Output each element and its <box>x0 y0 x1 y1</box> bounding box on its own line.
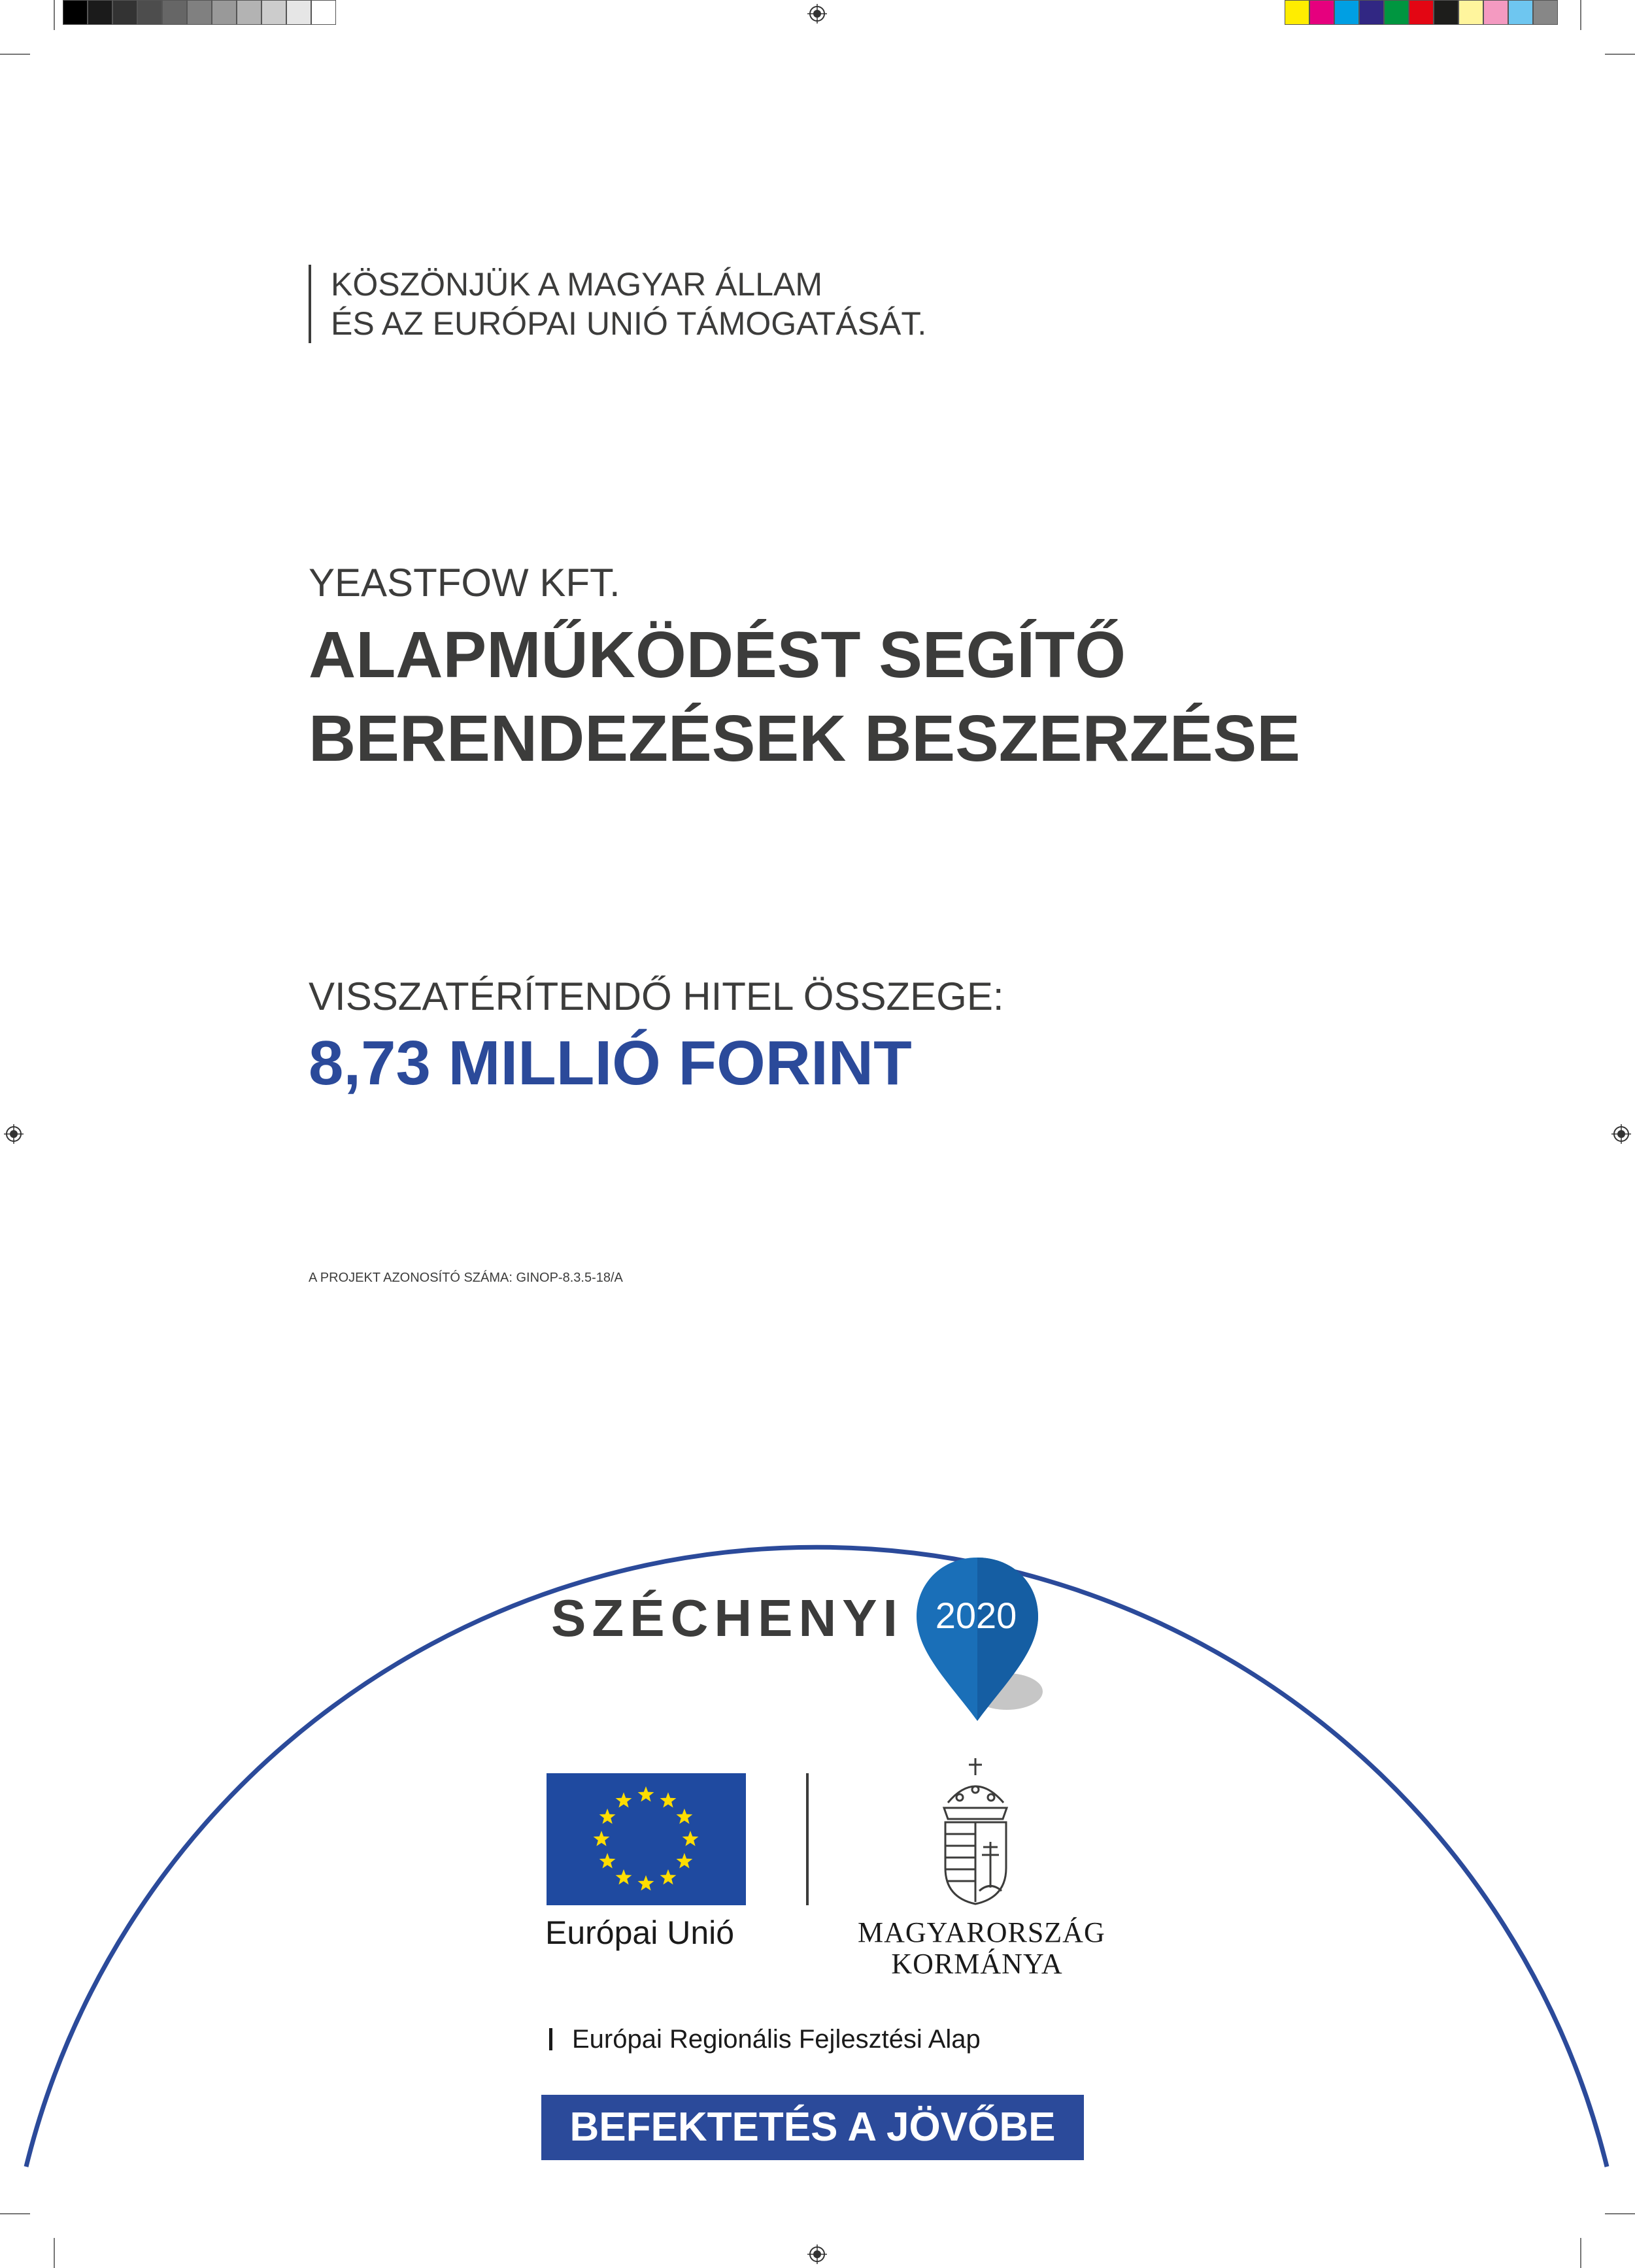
hungarian-coat-of-arms-icon <box>935 1757 1017 1907</box>
eu-star-icon <box>660 1792 677 1808</box>
eu-star-icon <box>616 1869 632 1885</box>
eu-star-icon <box>660 1869 677 1885</box>
eu-star-icon <box>683 1831 699 1846</box>
eu-star-icon <box>616 1792 632 1808</box>
eu-label: Európai Unió <box>545 1914 735 1951</box>
logo-divider <box>806 1773 809 1905</box>
project-id: A PROJEKT AZONOSÍTÓ SZÁMA: GINOP-8.3.5-18/A <box>309 1271 623 1285</box>
szechenyi-year: 2020 <box>935 1595 1017 1636</box>
hungarian-government-label <box>858 1916 1105 1980</box>
loan-amount: 8,73 MILLIÓ FORINT <box>309 1028 912 1098</box>
szechenyi-2020-pin-icon <box>909 1554 1046 1724</box>
eu-star-icon <box>677 1853 693 1869</box>
company-name: YEASTFOW KFT. <box>309 561 620 605</box>
eu-star-icon <box>638 1875 654 1891</box>
eu-star-icon <box>594 1831 610 1846</box>
eu-stars-icon <box>547 1773 746 1905</box>
eu-flag <box>547 1773 746 1905</box>
fund-name: Európai Regionális Fejlesztési Alap <box>572 2025 981 2054</box>
fund-marker <box>549 2028 552 2050</box>
eu-star-icon <box>638 1786 654 1802</box>
fund-label <box>549 2025 981 2054</box>
thanks-line-1: KÖSZÖNJÜK A MAGYAR ÁLLAM <box>331 266 823 303</box>
gov-line-1: MAGYARORSZÁG <box>858 1916 1105 1948</box>
project-title-line-2: BERENDEZÉSEK BESZERZÉSE <box>309 702 1300 775</box>
eu-star-icon <box>599 1853 616 1869</box>
invest-banner: BEFEKTETÉS A JÖVŐBE <box>541 2095 1084 2160</box>
eu-star-icon <box>599 1809 616 1824</box>
szechenyi-logo-text: SZÉCHENYI <box>551 1589 903 1647</box>
eu-star-icon <box>677 1809 693 1824</box>
loan-label: VISSZATÉRÍTENDŐ HITEL ÖSSZEGE: <box>309 975 1004 1018</box>
thanks-line-2: ÉS AZ EURÓPAI UNIÓ TÁMOGATÁSÁT. <box>331 305 927 342</box>
gov-line-2: KORMÁNYA <box>891 1948 1063 1980</box>
project-title-line-1: ALAPMŰKÖDÉST SEGÍTŐ <box>309 618 1126 692</box>
